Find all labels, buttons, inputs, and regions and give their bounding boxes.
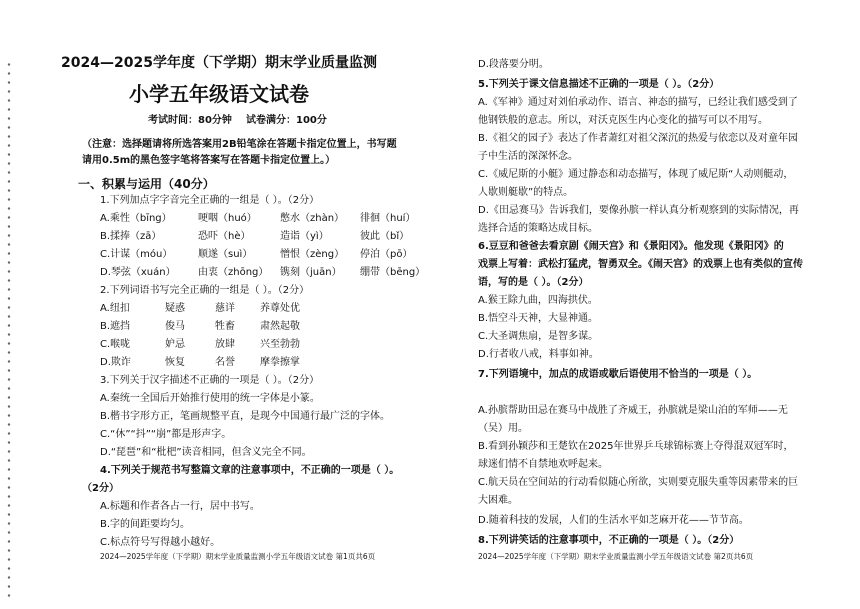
q4-score: （2分） xyxy=(82,483,119,494)
footer-left: 2024—2025学年度（下学期）期末学业质量监测小学五年级语文试卷 第1页共6页 xyxy=(100,552,376,561)
q3-stem: 3.下列关于汉字描述不正确的一项是（ ）。（2分） xyxy=(100,375,320,386)
q5-line: 他钢铁般的意志。所以，对沃克医生内心变化的描写可以不用写。 xyxy=(478,115,768,126)
q2-b-4: 肃然起敬 xyxy=(260,321,300,332)
q1-c-3: 憎恨（zèng） xyxy=(280,249,345,260)
q5-line: B.《祖父的园子》表达了作者萧红对祖父深沉的热爱与依恋以及对童年园 xyxy=(478,133,799,144)
q2-d-1: D.欺诈 xyxy=(100,357,131,368)
exam-title-line1: 2024—2025学年度（下学期）期末学业质量监测 xyxy=(61,55,377,71)
exam-score: 试卷满分：100分 xyxy=(246,115,327,126)
binding-dotted-line xyxy=(6,60,12,600)
q4-option-d: D.段落要分明。 xyxy=(478,59,549,70)
q1-b-2: 恐吓（hè） xyxy=(198,231,251,242)
q4-option-b: B.字的间距要均匀。 xyxy=(100,519,191,530)
q6-option-b: B.悟空斗天神，大显神通。 xyxy=(478,313,599,324)
q2-d-2: 恢复 xyxy=(165,357,185,368)
q6-option-a: A.猴王除九曲，四海拱伏。 xyxy=(478,295,598,306)
notice-line1: （注意：选择题请将所选答案用2B铅笔涂在答题卡指定位置上，书写题 xyxy=(82,139,397,150)
q8-stem: 8.下列讲笑话的注意事项中，不正确的一项是（ ）。（2分） xyxy=(478,535,740,546)
q2-d-4: 摩拳擦掌 xyxy=(260,357,300,368)
q1-b-1: B.揉捧（zā） xyxy=(100,231,162,242)
q6-option-d: D.行者收八戒，料事如神。 xyxy=(478,349,599,360)
q3-option-b: B.楷书字形方正，笔画规整平直，是现今中国通行最广泛的字体。 xyxy=(100,411,391,422)
notice-line2: 请用0.5m的黑色签字笔将答案写在答题卡指定位置上。） xyxy=(82,155,336,166)
q1-a-2: 哽咽（huó） xyxy=(198,213,257,224)
exam-time: 考试时间：80分钟 xyxy=(148,115,232,126)
q5-line: 子中生活的深深怀念。 xyxy=(478,151,578,162)
q5-line: 选择合适的策略达成目标。 xyxy=(478,223,598,234)
right-page xyxy=(438,0,860,609)
q2-c-2: 妒忌 xyxy=(165,339,185,350)
q1-c-1: C.计谋（móu） xyxy=(100,249,173,260)
q1-b-4: 彼此（bǐ） xyxy=(360,231,410,242)
q1-d-2: 由衷（zhōng） xyxy=(198,267,269,278)
q7-line: （吴）用。 xyxy=(478,423,528,434)
q2-b-3: 牲畜 xyxy=(215,321,235,332)
q6-line: 6.豆豆和爸爸去看京剧《闹天宫》和《景阳冈》。他发现《景阳冈》的 xyxy=(478,241,784,252)
q1-b-3: 造诣（yì） xyxy=(280,231,329,242)
q2-stem: 2.下列词语书写完全正确的一组是（ ）。（2分） xyxy=(100,285,310,296)
q5-line: D.《田忌赛马》告诉我们，要像孙膑一样认真分析观察到的实际情况，再 xyxy=(478,205,799,216)
q1-c-2: 顺遂（suì） xyxy=(198,249,253,260)
q2-b-2: 俊马 xyxy=(165,321,185,332)
q7-line: B.看到孙颖莎和王楚钦在2025年世界乒乓球锦标赛上夺得混双冠军时， xyxy=(478,441,794,452)
section-heading: 一、积累与运用（40分） xyxy=(78,177,215,191)
q7-line: C.航天员在空间站的行动看似随心所欲，实则要克服失重等因素带来的巨 xyxy=(478,477,799,488)
q1-a-4: 徘徊（huí） xyxy=(360,213,416,224)
q3-option-c: C.“休”“抖”“崩”都是形声字。 xyxy=(100,429,232,440)
q7-line: D.随着科技的发展，人们的生活水平如芝麻开花——节节高。 xyxy=(478,515,749,526)
q5-line: 人歇则艇歇”的特点。 xyxy=(478,187,574,198)
q2-a-4: 养尊处优 xyxy=(260,303,300,314)
footer-right: 2024—2025学年度（下学期）期末学业质量监测小学五年级语文试卷 第2页共6页 xyxy=(478,552,754,561)
q3-option-d: D.“琵琶”和“枇杷”读音相同，但含义完全不同。 xyxy=(100,447,312,458)
q2-c-3: 放肆 xyxy=(215,339,235,350)
q7-line: 大困难。 xyxy=(478,495,518,506)
q7-stem: 7.下列语境中，加点的成语或歇后语使用不恰当的一项是（ ）。 xyxy=(478,369,758,380)
q1-d-4: 绷带（bēng） xyxy=(360,267,426,278)
q1-a-1: A.乘性（bīng） xyxy=(100,213,172,224)
q2-a-3: 慈详 xyxy=(215,303,235,314)
q5-line: C.《威尼斯的小艇》通过静态和动态描写，体现了威尼斯“人动则艇动， xyxy=(478,169,794,180)
q7-line: 球迷们情不自禁地欢呼起来。 xyxy=(478,459,608,470)
q1-c-4: 停泊（pō） xyxy=(360,249,413,260)
q1-d-1: D.琴弦（xuán） xyxy=(100,267,176,278)
q2-b-1: B.遮挡 xyxy=(100,321,131,332)
q2-a-2: 疑惑 xyxy=(165,303,185,314)
q2-a-1: A.纽扣 xyxy=(100,303,130,314)
q3-option-a: A.秦统一全国后开始推行使用的统一字体是小篆。 xyxy=(100,393,320,404)
q6-option-c: C.大圣调焦扇，是智多谋。 xyxy=(478,331,599,342)
q1-d-3: 镌刻（juān） xyxy=(280,267,342,278)
q6-line: 语，写的是（ ）。（2分） xyxy=(478,277,589,288)
q5-line: A.《军神》通过对刘伯承动作、语言、神态的描写，已经让我们感受到了 xyxy=(478,97,798,108)
q1-stem: 1.下列加点字字音完全正确的一组是（ ）。（2分） xyxy=(100,195,320,206)
q4-option-c: C.标点符号写得越小越好。 xyxy=(100,537,221,548)
q4-option-a: A.标题和作者各占一行，居中书写。 xyxy=(100,501,260,512)
q1-a-3: 憋水（zhàn） xyxy=(280,213,345,224)
q2-c-4: 兴至勃勃 xyxy=(260,339,300,350)
q2-d-3: 名誉 xyxy=(215,357,235,368)
q2-c-1: C.喉咙 xyxy=(100,339,131,350)
q7-line: A.孙膑帮助田忌在赛马中战胜了齐威王，孙膑就是梁山泊的军师——无 xyxy=(478,405,788,416)
q4-stem: 4.下列关于规范书写整篇文章的注意事项中，不正确的一项是（ ）。 xyxy=(100,465,400,476)
exam-title-line2: 小学五年级语文试卷 xyxy=(129,82,309,106)
q6-line: 戏票上写着：武松打猛虎，智勇双全。《闹天宫》的戏票上也有类似的宣传 xyxy=(478,259,803,270)
q5-stem: 5.下列关于课文信息描述不正确的一项是（ ）。（2分） xyxy=(478,79,720,90)
